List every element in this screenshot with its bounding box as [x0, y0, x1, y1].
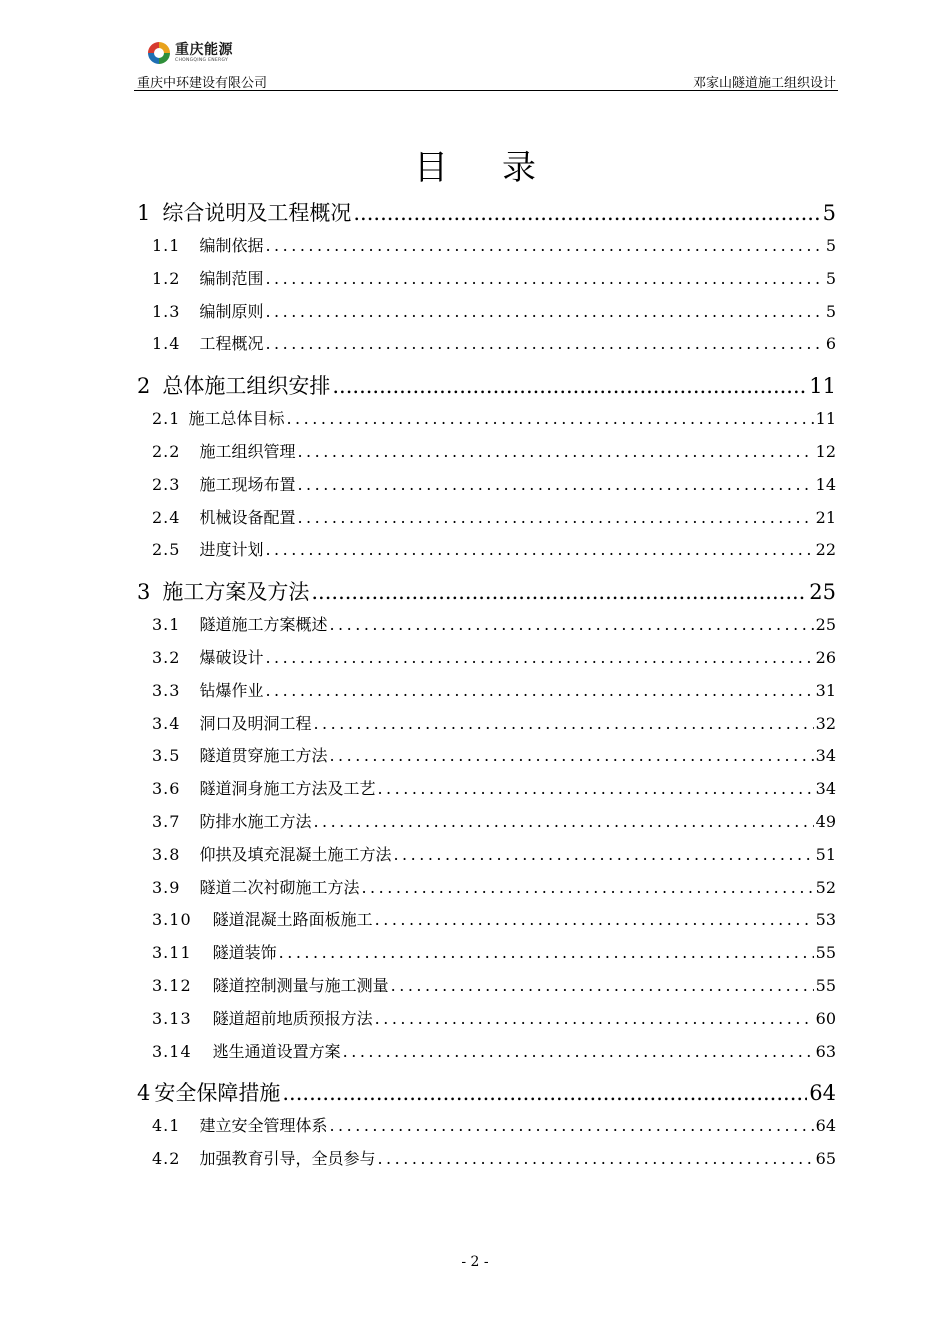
toc-entry-number: 3.2: [152, 647, 181, 667]
toc-entry-label: 编制原则: [199, 301, 264, 321]
toc-entry-page: 34: [815, 779, 836, 799]
logo-name: 重庆能源: [175, 41, 233, 58]
toc-entry-label: 钻爆作业: [199, 680, 264, 700]
toc-entry-page: 31: [815, 680, 836, 700]
toc-entry-number: 2.3: [152, 474, 181, 494]
toc-entry-number: 3.13: [152, 1008, 192, 1028]
toc-entry-number: 1.3: [152, 301, 181, 321]
toc-chapter-entry[interactable]: [137, 1076, 836, 1110]
toc-entry-number: 3.1: [152, 615, 181, 635]
toc-entry-number: 3.3: [152, 680, 181, 700]
toc-leader-dots: [391, 970, 814, 1003]
toc-entry-label: 编制范围: [199, 268, 264, 288]
toc-entry-number: 2.4: [152, 507, 181, 527]
toc-entry-label: 总体施工组织安排: [162, 374, 331, 399]
toc-leader-dots: [286, 403, 813, 436]
toc-section-entry[interactable]: [137, 1036, 836, 1069]
toc-entry-label: 编制依据: [199, 236, 264, 255]
toc-entry-number: 2.1: [152, 409, 181, 429]
toc-entry-number: 3.9: [152, 877, 181, 897]
toc-entry-number: 3.14: [152, 1041, 192, 1061]
table-of-contents: [137, 194, 836, 1176]
header-company-name: 重庆中环建设有限公司: [137, 76, 268, 91]
toc-entry-number: 3.10: [152, 910, 192, 930]
toc-leader-dots: [375, 1003, 814, 1036]
toc-entry-page: 14: [815, 474, 836, 494]
toc-entry-number: 4.2: [152, 1149, 181, 1169]
toc-leader-dots: [265, 534, 813, 567]
toc-entry-page: 25: [815, 615, 836, 635]
toc-chapter-entry[interactable]: [137, 196, 836, 230]
toc-entry-page: 32: [815, 713, 836, 733]
toc-entry-number: 4: [137, 1081, 151, 1106]
toc-section-entry[interactable]: [137, 904, 836, 937]
toc-section-entry[interactable]: [137, 1003, 836, 1036]
toc-entry-label: 隧道施工方案概述: [199, 615, 328, 635]
toc-entry-label: 仰拱及填充混凝土施工方法: [199, 844, 392, 864]
toc-entry-page: 53: [815, 910, 836, 930]
toc-entry-page: 55: [815, 975, 836, 995]
toc-entry-page: 55: [815, 943, 836, 963]
toc-entry-label: 施工方案及方法: [162, 580, 310, 605]
toc-leader-dots: [377, 1143, 813, 1176]
chongqing-energy-logo-icon: [146, 40, 172, 66]
toc-entry-label: 逃生通道设置方案: [212, 1041, 341, 1061]
toc-entry-page: 64: [815, 1116, 836, 1136]
toc-leader-dots: [265, 642, 813, 675]
toc-entry-label: 建立安全管理体系: [199, 1116, 328, 1136]
toc-leader-dots: [377, 773, 813, 806]
toc-entry-label: 隧道混凝土路面板施工: [212, 910, 373, 930]
toc-entry-number: 1: [137, 201, 151, 225]
toc-entry-page: 6: [825, 334, 836, 354]
toc-section-entry[interactable]: [137, 1110, 836, 1143]
toc-chapter-entry[interactable]: [137, 369, 836, 403]
toc-entry-number: 1.1: [152, 236, 181, 255]
toc-entry-page: 63: [815, 1041, 836, 1061]
toc-entry-number: 2.5: [152, 540, 181, 560]
toc-entry-number: 3.7: [152, 811, 181, 831]
toc-entry-label: 施工总体目标: [188, 409, 285, 429]
toc-leader-dots: [393, 839, 813, 872]
toc-entry-number: 1.2: [152, 268, 181, 288]
toc-entry-page: 52: [815, 877, 836, 897]
toc-section-entry[interactable]: [137, 296, 836, 329]
toc-title: 目录: [414, 148, 590, 188]
toc-section-entry[interactable]: [137, 773, 836, 806]
toc-section-entry[interactable]: [137, 839, 836, 872]
toc-entry-label: 进度计划: [199, 540, 264, 560]
toc-section-entry[interactable]: [137, 642, 836, 675]
toc-entry-number: 1.4: [152, 334, 181, 354]
toc-section-entry[interactable]: [137, 1143, 836, 1176]
toc-entry-label: 洞口及明洞工程: [199, 713, 312, 733]
page-number: - 2 -: [461, 1254, 489, 1270]
toc-section-entry[interactable]: [137, 937, 836, 970]
toc-entry-label: 隧道贯穿施工方法: [199, 746, 328, 766]
header-divider: [134, 90, 838, 91]
toc-entry-label: 隧道二次衬砌施工方法: [199, 877, 360, 897]
toc-leader-dots: [279, 937, 814, 970]
toc-leader-dots: [311, 575, 807, 609]
toc-entry-label: 施工组织管理: [199, 441, 296, 461]
toc-leader-dots: [313, 708, 813, 741]
toc-entry-page: 25: [809, 580, 836, 605]
toc-section-entry[interactable]: [137, 970, 836, 1003]
toc-section-entry[interactable]: [137, 806, 836, 839]
header-document-title: 邓家山隧道施工组织设计: [692, 76, 836, 91]
toc-entry-number: 2.2: [152, 441, 181, 461]
toc-entry-page: 21: [815, 507, 836, 527]
toc-leader-dots: [297, 469, 813, 502]
toc-leader-dots: [265, 675, 813, 708]
toc-entry-number: 2: [137, 374, 151, 399]
toc-entry-page: 26: [815, 647, 836, 667]
toc-entry-page: 5: [825, 268, 836, 288]
toc-entry-page: 12: [815, 441, 836, 461]
toc-entry-page: 5: [825, 236, 836, 255]
logo-subname: CHONGQING ENERGY: [175, 57, 229, 63]
toc-entry-page: 5: [825, 301, 836, 321]
toc-section-entry[interactable]: [137, 436, 836, 469]
toc-section-entry[interactable]: [137, 403, 836, 436]
toc-entry-number: 3.5: [152, 746, 181, 766]
toc-section-entry[interactable]: [137, 872, 836, 905]
toc-entry-number: 3.6: [152, 779, 181, 799]
toc-entry-label: 隧道装饰: [212, 943, 277, 963]
toc-entry-page: 11: [815, 409, 836, 429]
toc-entry-label: 施工现场布置: [199, 474, 296, 494]
toc-entry-label: 综合说明及工程概况: [162, 201, 352, 225]
toc-entry-label: 防排水施工方法: [199, 811, 312, 831]
toc-leader-dots: [353, 196, 820, 230]
toc-section-entry[interactable]: [137, 469, 836, 502]
toc-leader-dots: [329, 740, 813, 773]
toc-entry-number: 3.4: [152, 713, 181, 733]
toc-section-entry[interactable]: [137, 675, 836, 708]
toc-entry-label: 隧道超前地质预报方法: [212, 1008, 373, 1028]
toc-entry-page: 64: [809, 1081, 836, 1106]
toc-leader-dots: [329, 609, 813, 642]
toc-entry-number: 3.8: [152, 844, 181, 864]
toc-entry-label: 爆破设计: [199, 647, 264, 667]
toc-leader-dots: [265, 296, 823, 329]
toc-leader-dots: [343, 1036, 814, 1069]
toc-entry-page: 49: [815, 811, 836, 831]
toc-entry-label: 机械设备配置: [199, 507, 296, 527]
toc-entry-number: 3: [137, 580, 151, 605]
toc-section-entry[interactable]: [137, 609, 836, 642]
toc-section-entry[interactable]: [137, 740, 836, 773]
toc-entry-label: 隧道洞身施工方法及工艺: [199, 779, 376, 799]
toc-entry-number: 4.1: [152, 1116, 181, 1136]
toc-chapter-entry[interactable]: [137, 575, 836, 609]
toc-entry-label: 安全保障措施: [154, 1081, 281, 1106]
toc-leader-dots: [265, 230, 823, 263]
toc-leader-dots: [332, 369, 807, 403]
toc-entry-page: 51: [815, 844, 836, 864]
toc-section-entry[interactable]: [137, 230, 836, 263]
toc-leader-dots: [265, 328, 823, 361]
toc-entry-label: 隧道控制测量与施工测量: [212, 975, 389, 995]
toc-entry-page: 22: [815, 540, 836, 560]
toc-leader-dots: [375, 904, 814, 937]
toc-section-entry[interactable]: [137, 263, 836, 296]
toc-entry-number: 3.12: [152, 975, 192, 995]
toc-entry-number: 3.11: [152, 943, 192, 963]
toc-entry-page: 65: [815, 1149, 836, 1169]
toc-leader-dots: [282, 1076, 807, 1110]
toc-leader-dots: [313, 806, 813, 839]
toc-section-entry[interactable]: [137, 502, 836, 535]
toc-entry-label: 加强教育引导，全员参与: [199, 1149, 376, 1169]
toc-entry-page: 5: [822, 201, 836, 225]
toc-leader-dots: [329, 1110, 813, 1143]
toc-entry-page: 34: [815, 746, 836, 766]
toc-leader-dots: [361, 872, 813, 905]
toc-section-entry[interactable]: [137, 708, 836, 741]
toc-entry-label: 工程概况: [199, 334, 264, 354]
toc-leader-dots: [297, 502, 813, 535]
toc-leader-dots: [297, 436, 813, 469]
company-logo: [146, 38, 233, 68]
toc-section-entry[interactable]: [137, 328, 836, 361]
toc-section-entry[interactable]: [137, 534, 836, 567]
toc-entry-page: 11: [809, 374, 836, 399]
toc-leader-dots: [265, 263, 823, 296]
toc-entry-page: 60: [815, 1008, 836, 1028]
